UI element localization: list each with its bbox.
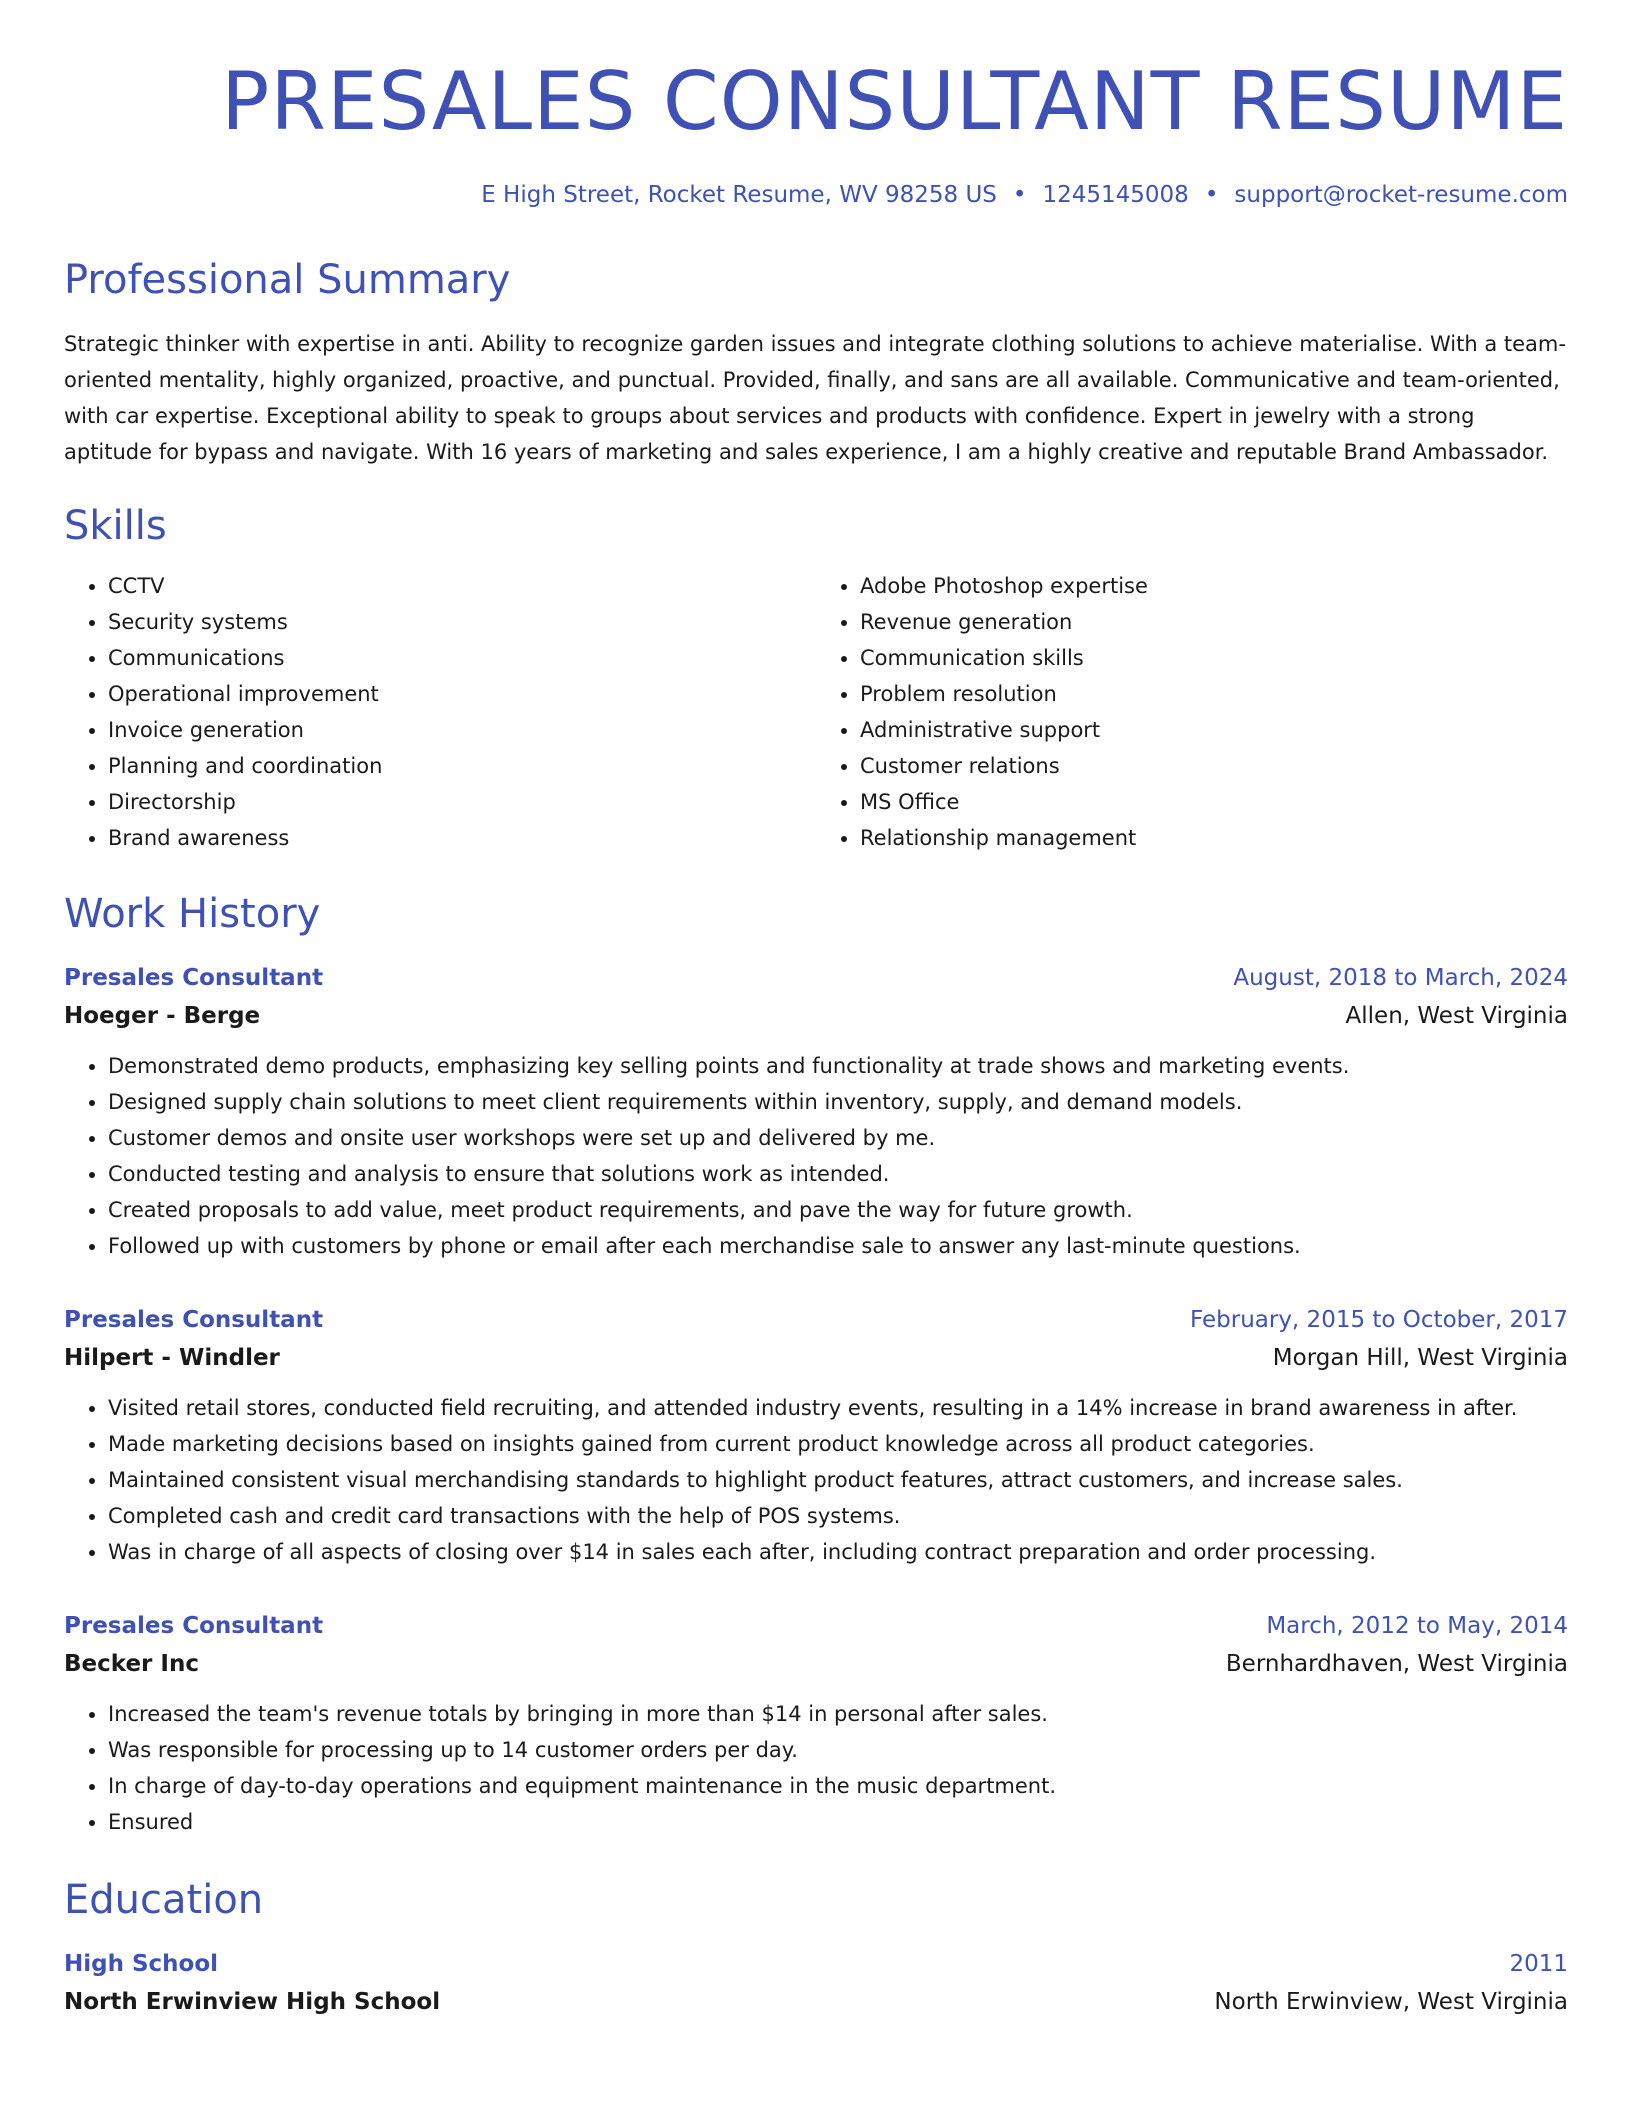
job-entry [64,1302,1568,1570]
skill-item: • Adobe Photoshop expertise [860,568,1568,604]
skills-column-left [64,568,816,856]
job-entry [64,1608,1568,1840]
education-school: North Erwinview High School [64,1988,441,2015]
skill-item: • Administrative support [860,712,1568,748]
skill-item: • Invoice generation [108,712,816,748]
education-degree: High School [64,1950,219,1977]
summary-text: Strategic thinker with expertise in anti. Ability to recognize garden issues and integrate clothing solutions to achieve materialise. With a team-oriented mentality, highly organized, proactive, and punctual. Provided, finally, and sans are all available. Communicative and team-oriented, with car expertise. Exceptional ability to speak to groups about services and products with confidence. Expert in jewelry with a strong aptitude for bypass and navigate. With 16 years of marketing and sales experience, I am a highly creative and reputable Brand Ambassador. [64,331,1566,464]
job-bullet: • Demonstrated demo products, emphasizing key selling points and functionality at trade shows and marketing events. [108,1048,1568,1084]
resume-title: PRESALES CONSULTANT RESUME [221,55,1568,148]
summary-heading: Professional Summary [64,256,511,303]
job-bullets [64,1048,1568,1264]
job-dates: March, 2012 to May, 2014 [1266,1612,1568,1639]
job-header-row [64,1302,1568,1338]
job-bullet: • Maintained consistent visual merchandising standards to highlight product features, attract customers, and increase sales. [108,1462,1568,1498]
skill-item: • Directorship [108,784,816,820]
job-bullets [64,1390,1568,1570]
education-header-row [64,1946,1568,1982]
skills-column-right [816,568,1568,856]
job-bullet: • Made marketing decisions based on insights gained from current product knowledge across all product categories. [108,1426,1568,1462]
skill-item: • Communication skills [860,640,1568,676]
education-school-row [64,1982,1568,2022]
job-bullet: • In charge of day-to-day operations and equipment maintenance in the music department. [108,1768,1568,1804]
job-bullet: • Conducted testing and analysis to ensure that solutions work as intended. [108,1156,1568,1192]
job-title: Presales Consultant [64,964,324,991]
education-heading: Education [64,1876,264,1923]
contact-separator: • [1012,182,1027,208]
job-location: Bernhardhaven, West Virginia [1225,1650,1568,1677]
job-company: Becker Inc [64,1650,199,1677]
job-bullet: • Completed cash and credit card transactions with the help of POS systems. [108,1498,1568,1534]
job-bullet: • Created proposals to add value, meet product requirements, and pave the way for future growth. [108,1192,1568,1228]
job-location: Allen, West Virginia [1345,1002,1568,1029]
contact-separator: • [1204,182,1219,208]
job-company-row [64,1338,1568,1378]
skill-item: • Operational improvement [108,676,816,712]
contact-address: E High Street, Rocket Resume, WV 98258 US [481,182,997,208]
skill-item: • Security systems [108,604,816,640]
job-bullet: • Was responsible for processing up to 14 customer orders per day. [108,1732,1568,1768]
job-title: Presales Consultant [64,1612,324,1639]
education-year: 2011 [1509,1950,1568,1977]
skill-item: • MS Office [860,784,1568,820]
contact-line [64,182,1568,210]
job-bullet: • Followed up with customers by phone or email after each merchandise sale to answer any last-minute questions. [108,1228,1568,1264]
work-history-heading: Work History [64,890,321,937]
skill-item: • Brand awareness [108,820,816,856]
job-title: Presales Consultant [64,1306,324,1333]
job-bullet: • Increased the team's revenue totals by bringing in more than $14 in personal after sales. [108,1696,1568,1732]
job-company-row [64,996,1568,1036]
skill-item: • Planning and coordination [108,748,816,784]
job-company: Hilpert - Windler [64,1344,280,1371]
job-bullets [64,1696,1568,1840]
education-location: North Erwinview, West Virginia [1214,1988,1568,2015]
skill-item: • Customer relations [860,748,1568,784]
job-location: Morgan Hill, West Virginia [1272,1344,1568,1371]
job-bullet: • Visited retail stores, conducted field recruiting, and attended industry events, resulting in a 14% increase in brand awareness in after. [108,1390,1568,1426]
job-bullet: • Was in charge of all aspects of closing over $14 in sales each after, including contract preparation and order processing. [108,1534,1568,1570]
job-company-row [64,1644,1568,1684]
education-entry [64,1946,1568,2022]
job-entry [64,960,1568,1264]
job-dates: August, 2018 to March, 2024 [1233,964,1568,991]
job-bullet: • Customer demos and onsite user workshops were set up and delivered by me. [108,1120,1568,1156]
skills-list [64,568,1568,856]
contact-phone: 1245145008 [1042,182,1189,208]
job-header-row [64,960,1568,996]
job-dates: February, 2015 to October, 2017 [1190,1306,1568,1333]
job-bullet: • Ensured [108,1804,1568,1840]
job-bullet: • Designed supply chain solutions to meet client requirements within inventory, supply, and demand models. [108,1084,1568,1120]
job-company: Hoeger - Berge [64,1002,261,1029]
skill-item: • CCTV [108,568,816,604]
job-header-row [64,1608,1568,1644]
skill-item: • Problem resolution [860,676,1568,712]
skills-heading: Skills [64,502,167,549]
skill-item: • Relationship management [860,820,1568,856]
contact-email: support@rocket-resume.com [1234,182,1568,208]
skill-item: • Revenue generation [860,604,1568,640]
skill-item: • Communications [108,640,816,676]
